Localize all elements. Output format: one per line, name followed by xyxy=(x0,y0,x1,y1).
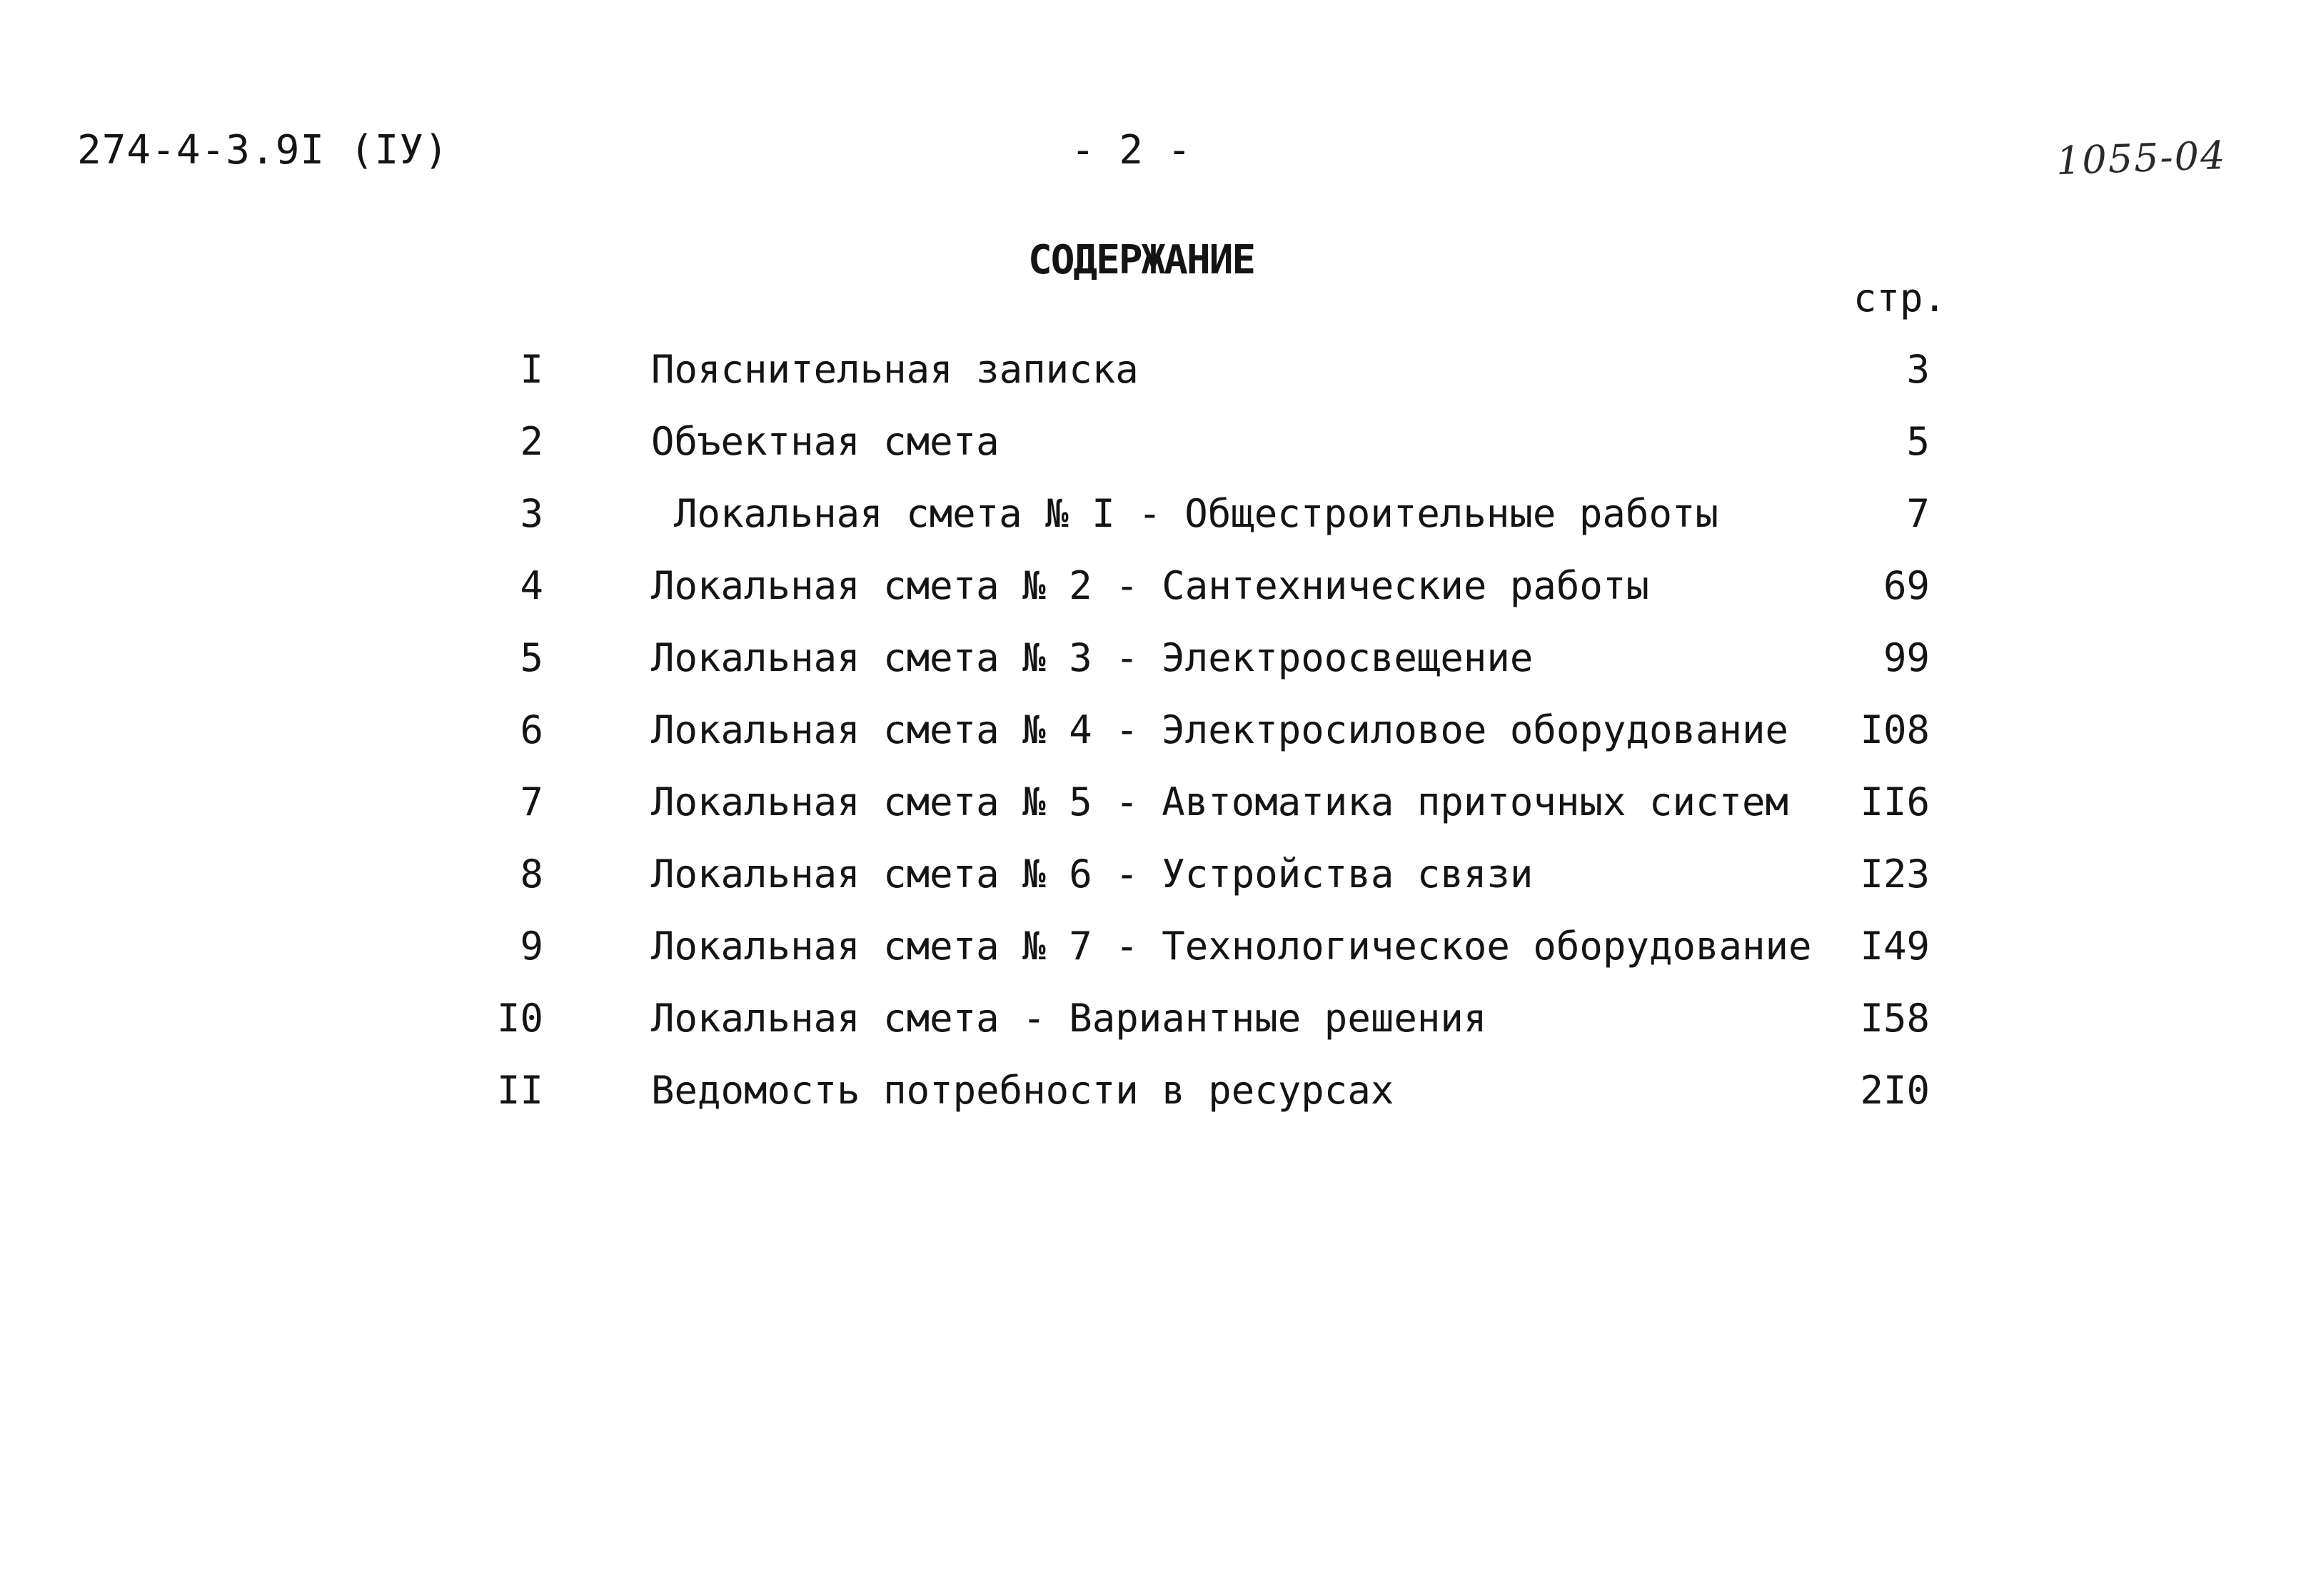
toc-item-page: 7 xyxy=(1906,491,1930,536)
toc-item-page: I49 xyxy=(1860,924,1930,969)
toc-row xyxy=(0,347,2321,404)
toc-row xyxy=(0,924,2321,981)
toc-item-title: Локальная смета № 4 - Электросиловое оборудование xyxy=(651,707,1789,752)
toc-item-page: 99 xyxy=(1883,635,1930,680)
toc-item-page: I08 xyxy=(1860,707,1930,752)
toc-item-title: Локальная смета № 3 - Электроосвещение xyxy=(651,635,1534,680)
toc-row xyxy=(0,852,2321,909)
page-number: - 2 - xyxy=(1071,127,1192,173)
toc-item-number: 6 xyxy=(520,707,543,752)
toc-item-page: I58 xyxy=(1860,996,1930,1041)
toc-item-title: Пояснительная записка xyxy=(651,347,1139,392)
toc-item-number: I xyxy=(520,347,543,392)
toc-title: СОДЕРЖАНИЕ xyxy=(1028,237,1255,283)
toc-item-number: II xyxy=(496,1068,543,1113)
toc-row xyxy=(0,419,2321,476)
toc-item-title: Локальная смета № 5 - Автоматика приточных систем xyxy=(651,779,1789,824)
toc-row xyxy=(0,563,2321,620)
toc-item-number: 8 xyxy=(520,852,543,897)
toc-item-page: 3 xyxy=(1906,347,1930,392)
toc-item-title: Локальная смета № 7 - Технологическое оборудование xyxy=(651,924,1812,969)
toc-item-page: II6 xyxy=(1860,779,1930,824)
toc-item-title: Локальная смета № I - Общестроительные работы xyxy=(674,491,1718,536)
toc-item-number: 5 xyxy=(520,635,543,680)
toc-item-number: 9 xyxy=(520,924,543,969)
toc-item-number: 7 xyxy=(520,779,543,824)
toc-item-page: 5 xyxy=(1906,419,1930,464)
handwritten-annotation: 1055-04 xyxy=(2055,132,2227,184)
toc-item-title: Локальная смета № 2 - Сантехнические работы xyxy=(651,563,1649,608)
page-column-header: стр. xyxy=(1853,276,1947,320)
toc-item-number: I0 xyxy=(496,996,543,1041)
toc-item-title: Ведомость потребности в ресурсах xyxy=(651,1068,1394,1113)
toc-item-page: 2I0 xyxy=(1860,1068,1930,1113)
toc-row xyxy=(0,491,2321,548)
toc-item-page: I23 xyxy=(1860,852,1930,897)
toc-row xyxy=(0,707,2321,764)
toc-row xyxy=(0,779,2321,837)
toc-item-title: Локальная смета - Вариантные решения xyxy=(651,996,1487,1041)
toc-item-number: 3 xyxy=(520,491,543,536)
document-code: 274-4-3.9I (IУ) xyxy=(77,127,449,173)
toc-row xyxy=(0,635,2321,692)
toc-item-page: 69 xyxy=(1883,563,1930,608)
toc-item-number: 2 xyxy=(520,419,543,464)
toc-row xyxy=(0,996,2321,1053)
toc-item-number: 4 xyxy=(520,563,543,608)
toc-row xyxy=(0,1068,2321,1125)
toc-item-title: Локальная смета № 6 - Устройства связи xyxy=(651,852,1534,897)
toc-item-title: Объектная смета xyxy=(651,419,1000,464)
